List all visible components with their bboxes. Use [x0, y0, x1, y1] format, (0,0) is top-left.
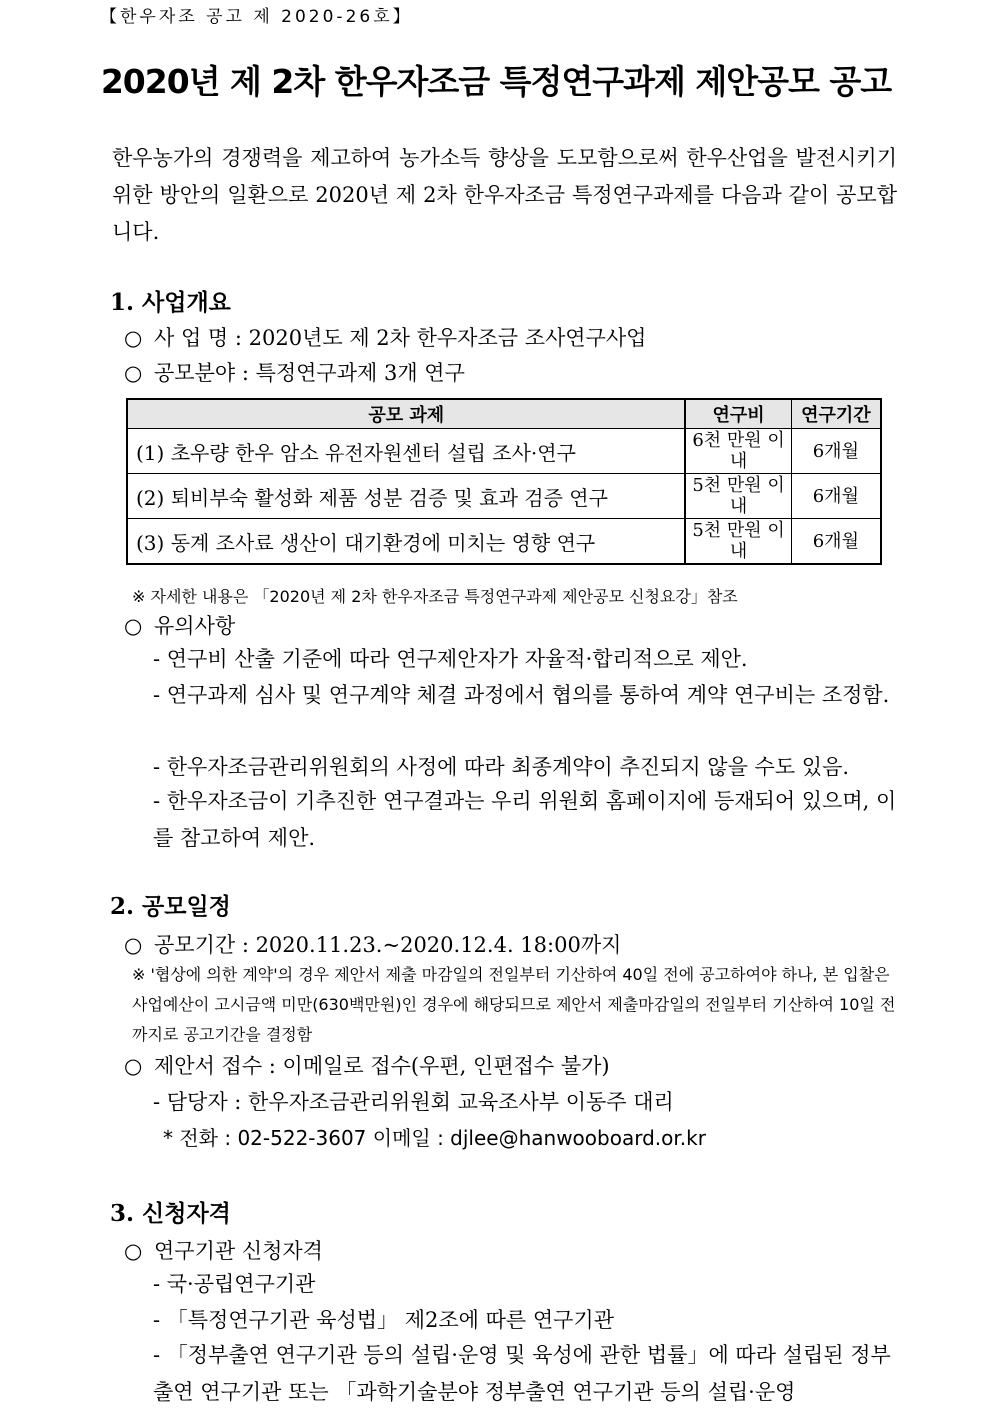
- contact-person: - 담당자 : 한우자조금관리위원회 교육조사부 이동주 대리: [153, 1090, 674, 1114]
- budget-cell: 6천 만원 이내: [685, 429, 791, 474]
- project-name-line: [124, 322, 646, 352]
- caution-item: - 연구비 산출 기준에 따라 연구제안자가 자율적·합리적으로 제안.: [153, 647, 748, 671]
- submission-line: [124, 1050, 610, 1080]
- section-3-heading: 3. 신청자격: [110, 1200, 231, 1227]
- period-text: 공모기간 : 2020.11.23.~2020.12.4. 18:00까지: [154, 933, 622, 957]
- page-title: 2020년 제 2차 한우자조금 특정연구과제 제안공모 공고: [100, 62, 892, 101]
- field-text: 공모분야 : 특정연구과제 3개 연구: [154, 361, 465, 385]
- table-header-budget: 연구비: [685, 399, 791, 429]
- project-name-text: 사 업 명 : 2020년도 제 2차 한우자조금 조사연구사업: [154, 326, 647, 350]
- table-header-row: [127, 399, 881, 429]
- submission-text: 제안서 접수 : 이메일로 접수(우편, 인편접수 불가): [154, 1054, 610, 1078]
- period-cell: 6개월: [791, 474, 881, 519]
- table-row: [127, 474, 881, 519]
- period-note: ※ '협상에 의한 계약'의 경우 제안서 제출 마감일의 전일부터 기산하여 40일 전에 공고하여야 하나, 본 입찰은 사업예산이 고시금액 미만(630백만원)인 경우에 해당되므로 제안서 제출마감일의 전일부터 기산하여 10일 전까지로 공고기간을 결정함: [132, 965, 896, 1044]
- period-cell: 6개월: [791, 519, 881, 565]
- table-header-period: 연구기간: [791, 399, 881, 429]
- cautions-label: 유의사항: [154, 614, 236, 638]
- bullet-circle: ○: [124, 614, 143, 638]
- task-cell: (2) 퇴비부숙 활성화 제품 성분 검증 및 효과 검증 연구: [127, 474, 685, 519]
- reference-note: ※ 자세한 내용은 「2020년 제 2차 한우자조금 특정연구과제 제안공모 신청요강」참조: [132, 587, 738, 606]
- bullet-circle: ○: [124, 1239, 143, 1263]
- contact-info: * 전화 : 02-522-3607 이메일 : djlee@hanwooboard.or.kr: [163, 1126, 706, 1150]
- table-row: [127, 519, 881, 565]
- task-cell: (3) 동계 조사료 생산이 대기환경에 미치는 영향 연구: [127, 519, 685, 565]
- bullet-circle: ○: [124, 361, 143, 385]
- period-line: [124, 929, 621, 959]
- tasks-table: [126, 398, 882, 565]
- eligibility-label: 연구기관 신청자격: [154, 1239, 323, 1263]
- bullet-circle: ○: [124, 1054, 143, 1078]
- table-row: [127, 429, 881, 474]
- caution-item: - 한우자조금이 기추진한 연구결과는 우리 위원회 홈페이지에 등재되어 있으며, 이를 참고하여 제안.: [153, 789, 897, 850]
- caution-item: - 한우자조금관리위원회의 사정에 따라 최종계약이 추진되지 않을 수도 있음.: [153, 755, 850, 779]
- period-cell: 6개월: [791, 429, 881, 474]
- eligibility-line: [124, 1235, 323, 1265]
- budget-cell: 5천 만원 이내: [685, 474, 791, 519]
- notice-number: 【한우자조 공고 제 2020-26호】: [100, 7, 413, 27]
- section-2-heading: 2. 공모일정: [110, 893, 231, 920]
- eligibility-item: - 「정부출연 연구기관 등의 설립·운영 및 육성에 관한 법률」에 따라 설립된 정부출연 연구기관 또는 「과학기술분야 정부출연 연구기관 등의 설립·운영: [153, 1343, 891, 1404]
- caution-item: - 연구과제 심사 및 연구계약 체결 과정에서 협의를 통하여 계약 연구비는 조정함.: [153, 683, 890, 707]
- cautions-line: [124, 610, 235, 640]
- intro-paragraph: 한우농가의 경쟁력을 제고하여 농가소득 향상을 도모함으로써 한우산업을 발전시키기 위한 방안의 일환으로 2020년 제 2차 한우자조금 특정연구과제를 다음과 같이 공모합니다.: [112, 146, 897, 244]
- task-cell: (1) 초우량 한우 암소 유전자원센터 설립 조사·연구: [127, 429, 685, 474]
- eligibility-item: - 「특정연구기관 육성법」 제2조에 따른 연구기관: [153, 1308, 614, 1332]
- eligibility-item: - 국·공립연구기관: [153, 1272, 316, 1296]
- field-line: [124, 357, 465, 387]
- bullet-circle: ○: [124, 933, 143, 957]
- bullet-circle: ○: [124, 326, 143, 350]
- budget-cell: 5천 만원 이내: [685, 519, 791, 565]
- table-header-task: 공모 과제: [127, 399, 685, 429]
- section-1-heading: 1. 사업개요: [110, 289, 231, 316]
